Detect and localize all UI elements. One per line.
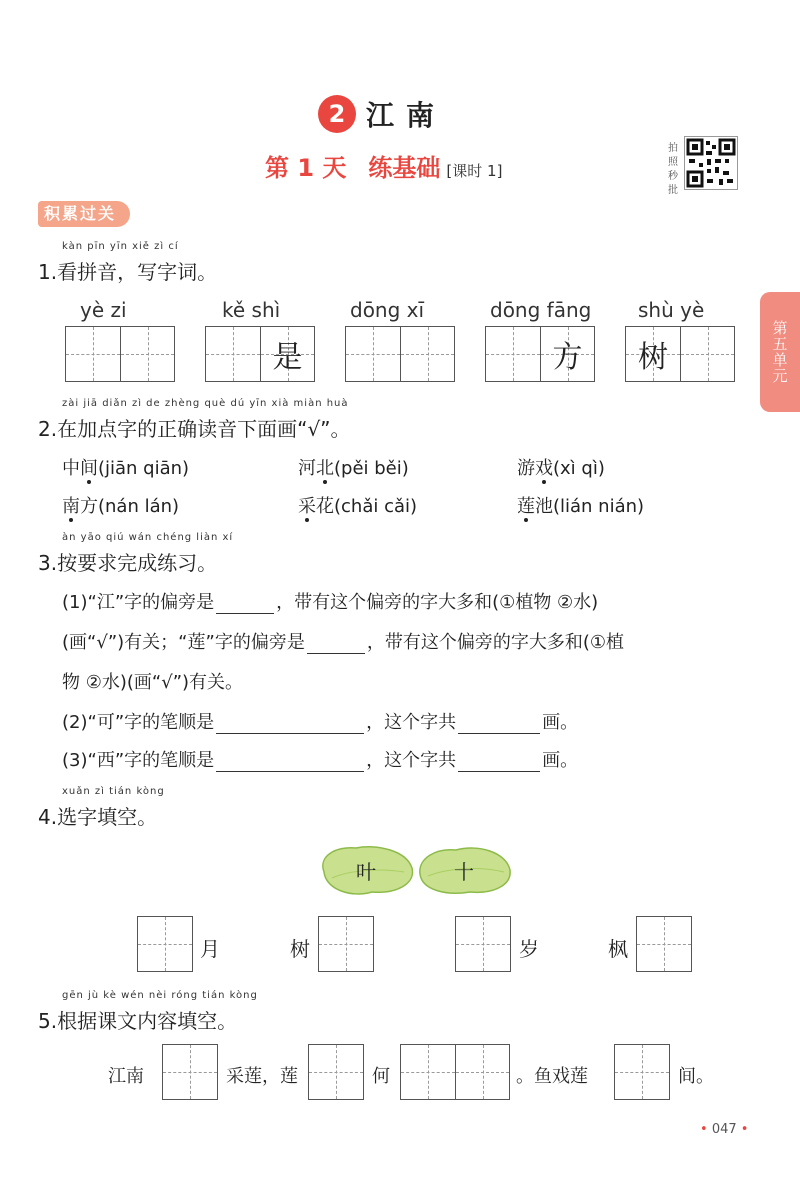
q4-word-3: 岁 xyxy=(519,937,539,961)
leaf-char-shi: 十 xyxy=(454,859,474,884)
grid-cell[interactable] xyxy=(66,327,120,381)
q3-pinyin: àn yāo qiú wán chéng liàn xí xyxy=(62,532,234,543)
day-subtitle: 练基础 xyxy=(368,154,441,182)
q2-item-3[interactable]: 游戏(xì qì) xyxy=(517,458,605,479)
grid-cell[interactable] xyxy=(486,327,540,381)
grid-cell[interactable] xyxy=(615,1045,669,1099)
grid-cell[interactable] xyxy=(206,327,260,381)
q3-blank-radical-lian[interactable] xyxy=(307,653,365,654)
q1-pinyin: kàn pīn yīn xiě zì cí xyxy=(62,241,179,252)
emphasis-dot xyxy=(305,518,309,522)
q1-item4-pinyin: dōng fāng xyxy=(490,298,592,322)
q5-title: 5.根据课文内容填空。 xyxy=(38,1009,238,1033)
q2-item-2[interactable]: 河北(pěi běi) xyxy=(298,458,409,479)
qr-label: 拍照秒批 xyxy=(668,143,678,196)
q2-title: 2.在加点字的正确读音下面画“√”。 xyxy=(38,417,351,441)
leaf-card-shi xyxy=(414,842,514,902)
q3-blank-stroke-count-ke[interactable] xyxy=(458,733,540,734)
q5-text-1: 江南 xyxy=(108,1066,144,1087)
q5-text-5: 间。 xyxy=(678,1066,714,1087)
q3-title: 3.按要求完成练习。 xyxy=(38,551,218,575)
unit-side-tab: 第五单元 xyxy=(760,292,800,412)
q1-item3-pinyin: dōng xī xyxy=(350,298,425,322)
q5-answer-box-3[interactable] xyxy=(400,1044,510,1100)
grid-cell: 树 xyxy=(626,327,680,381)
emphasis-dot xyxy=(87,480,91,484)
q3-blank-stroke-order-ke[interactable] xyxy=(216,733,364,734)
q3-line-2: (画“√”)有关；“莲”字的偏旁是 ，带有这个偏旁的字大多和(①植 xyxy=(62,632,624,653)
q5-answer-box-1[interactable] xyxy=(162,1044,218,1100)
lesson-period: [课时 1] xyxy=(446,162,503,180)
q4-answer-box-3[interactable] xyxy=(455,916,511,972)
q2-pinyin: zài jiā diǎn zì de zhèng què dú yīn xià miàn huà xyxy=(62,398,349,409)
q3-line-5: (3)“西”字的笔顺是 ，这个字共 画。 xyxy=(62,750,579,771)
q2-item-5[interactable]: 采花(chǎi cǎi) xyxy=(298,496,418,517)
leaf-card-ye xyxy=(316,842,416,902)
lesson-title xyxy=(318,94,446,134)
q5-pinyin: gēn jù kè wén nèi róng tián kòng xyxy=(62,990,258,1001)
grid-cell: 是 xyxy=(260,327,314,381)
q1-answer-box-3[interactable] xyxy=(345,326,455,382)
grid-cell[interactable] xyxy=(346,327,400,381)
grid-cell: 方 xyxy=(540,327,594,381)
emphasis-dot xyxy=(323,480,327,484)
q1-answer-box-1[interactable] xyxy=(65,326,175,382)
q4-word-2: 树 xyxy=(290,937,310,961)
q3-blank-stroke-order-xi[interactable] xyxy=(216,771,364,772)
q4-answer-box-2[interactable] xyxy=(318,916,374,972)
grid-cell[interactable] xyxy=(163,1045,217,1099)
emphasis-dot xyxy=(524,518,528,522)
q3-blank-stroke-count-xi[interactable] xyxy=(458,771,540,772)
q1-answer-box-4[interactable] xyxy=(485,326,595,382)
q4-word-4: 枫 xyxy=(608,937,628,961)
q5-text-4: 。鱼戏莲 xyxy=(516,1066,588,1087)
q5-text-3: 何 xyxy=(372,1066,390,1087)
q1-title: 1.看拼音，写字词。 xyxy=(38,260,218,284)
q3-line-3: 物 ②水)(画“√”)有关。 xyxy=(62,672,244,693)
grid-cell[interactable] xyxy=(319,917,373,971)
emphasis-dot xyxy=(69,518,73,522)
page-number: • 047 • xyxy=(700,1122,749,1137)
q2-item-1[interactable]: 中间(jiān qiān) xyxy=(62,458,190,479)
emphasis-dot xyxy=(542,480,546,484)
q2-item-4[interactable]: 南方(nán lán) xyxy=(62,496,180,517)
q4-answer-box-4[interactable] xyxy=(636,916,692,972)
grid-cell[interactable] xyxy=(456,917,510,971)
grid-cell[interactable] xyxy=(680,327,734,381)
section-tag: 积累过关 xyxy=(38,201,130,227)
leaf-char-ye: 叶 xyxy=(356,859,376,884)
q4-title: 4.选字填空。 xyxy=(38,805,158,829)
grid-cell[interactable] xyxy=(637,917,691,971)
q1-answer-box-5[interactable] xyxy=(625,326,735,382)
lesson-name: 江南 xyxy=(366,99,447,132)
q3-line-4: (2)“可”字的笔顺是 ，这个字共 画。 xyxy=(62,712,579,733)
lesson-number-badge: 2 xyxy=(318,95,356,133)
grid-cell[interactable] xyxy=(309,1045,363,1099)
grid-cell[interactable] xyxy=(400,327,454,381)
q4-answer-box-1[interactable] xyxy=(137,916,193,972)
q5-answer-box-2[interactable] xyxy=(308,1044,364,1100)
q1-answer-box-2[interactable] xyxy=(205,326,315,382)
q4-pinyin: xuǎn zì tián kòng xyxy=(62,786,165,797)
q5-answer-box-4[interactable] xyxy=(614,1044,670,1100)
q1-item1-pinyin: yè zi xyxy=(80,298,127,322)
q1-item2-pinyin: kě shì xyxy=(222,298,281,322)
grid-cell[interactable] xyxy=(138,917,192,971)
q1-item5-pinyin: shù yè xyxy=(638,298,705,322)
day-label: 第 1 天 xyxy=(265,154,347,182)
grid-cell[interactable] xyxy=(120,327,174,381)
q4-word-1: 月 xyxy=(200,937,220,961)
day-title xyxy=(265,148,502,183)
q3-line-1: (1)“江”字的偏旁是 ，带有这个偏旁的字大多和(①植物 ②水) xyxy=(62,592,599,613)
grid-cell[interactable] xyxy=(455,1045,509,1099)
q5-text-2: 采莲，莲 xyxy=(226,1066,298,1087)
q3-blank-radical-jiang[interactable] xyxy=(216,613,274,614)
qr-code-icon[interactable] xyxy=(684,136,738,190)
q2-item-6[interactable]: 莲池(lián nián) xyxy=(517,496,645,517)
grid-cell[interactable] xyxy=(401,1045,455,1099)
